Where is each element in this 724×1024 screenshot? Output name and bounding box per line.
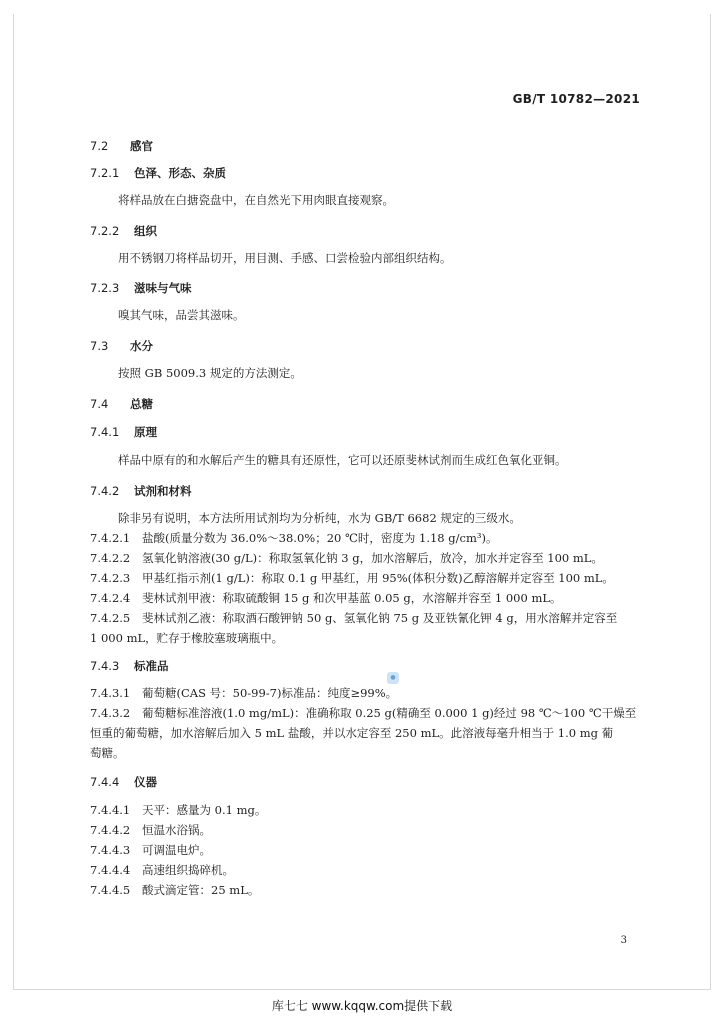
list-item-7-4-4-2: 7.4.4.2 恒温水浴锅。 [90,823,211,837]
heading-7-4-3: 7.4.3 标准品 [90,659,169,673]
list-item-7-4-3-2: 7.4.3.2 葡萄糖标准溶液(1.0 mg/mL)：准确称取 0.25 g(精确至 0.000 1 g)经过 98 ℃～100 ℃干燥至 [90,706,637,720]
list-item-7-4-2-3: 7.4.2.3 甲基红指示剂(1 g/L)：称取 0.1 g 甲基红，用 95%(体积分数)乙醇溶解并定容至 100 mL。 [90,571,614,585]
paragraph-7-3: 按照 GB 5009.3 规定的方法测定。 [118,366,302,380]
heading-7-3: 7.3 水分 [90,339,153,353]
paragraph-7-2-2: 用不锈钢刀将样品切开，用目测、手感、口尝检验内部组织结构。 [118,251,452,265]
download-footer: 库七七 www.kqqw.com提供下载 [271,999,453,1013]
heading-7-4-4: 7.4.4 仪器 [90,775,157,789]
list-item-7-4-2-5: 7.4.2.5 斐林试剂乙液：称取酒石酸钾钠 50 g、氢氧化钠 75 g 及亚铁氰化钾 4 g，用水溶解并定容至 [90,611,618,625]
paragraph-7-4-2-intro: 除非另有说明，本方法所用试剂均为分析纯，水为 GB/T 6682 规定的三级水。 [118,511,521,525]
list-item-7-4-4-1: 7.4.4.1 天平：感量为 0.1 mg。 [90,803,267,817]
heading-7-2-1: 7.2.1 色泽、形态、杂质 [90,166,226,180]
heading-7-2-3: 7.2.3 滋味与气味 [90,281,192,295]
list-item-7-4-3-1: 7.4.3.1 葡萄糖(CAS 号：50-99-7)标准品：纯度≥99%。 [90,686,398,700]
list-item-7-4-4-5: 7.4.4.5 酸式滴定管：25 mL。 [90,883,260,897]
heading-7-4-2: 7.4.2 试剂和材料 [90,484,192,498]
paragraph-7-2-3: 嗅其气味，品尝其滋味。 [118,308,245,322]
watermark-icon: ● [387,672,399,684]
list-item-7-4-4-4: 7.4.4.4 高速组织捣碎机。 [90,863,234,877]
heading-7-2: 7.2 感官 [90,139,153,153]
list-item-7-4-4-3: 7.4.4.3 可调温电炉。 [90,843,211,857]
list-item-7-4-2-5-continued: 1 000 mL，贮存于橡胶塞玻璃瓶中。 [90,631,284,645]
heading-7-2-2: 7.2.2 组织 [90,224,157,238]
paragraph-7-4-1: 样品中原有的和水解后产生的糖具有还原性，它可以还原斐林试剂而生成红色氧化亚铜。 [118,453,567,467]
standard-number: GB/T 10782—2021 [512,92,640,106]
list-item-7-4-2-2: 7.4.2.2 氢氧化钠溶液(30 g/L)：称取氢氧化钠 3 g，加水溶解后，放冷，加水并定容至 100 mL。 [90,551,603,565]
paragraph-7-2-1: 将样品放在白搪瓷盘中，在自然光下用肉眼直接观察。 [118,193,394,207]
heading-7-4: 7.4 总糖 [90,397,153,411]
heading-7-4-1: 7.4.1 原理 [90,425,157,439]
list-item-7-4-3-2-continued-2: 萄糖。 [90,746,125,760]
list-item-7-4-3-2-continued: 恒重的葡萄糖，加水溶解后加入 5 mL 盐酸，并以水定容至 250 mL。此溶液每毫升相当于 1.0 mg 葡 [90,726,614,740]
page-number: 3 [620,935,627,946]
list-item-7-4-2-4: 7.4.2.4 斐林试剂甲液：称取硫酸铜 15 g 和次甲基蓝 0.05 g，水溶解并容至 1 000 mL。 [90,591,562,605]
list-item-7-4-2-1: 7.4.2.1 盐酸(质量分数为 36.0%～38.0%；20 ℃时，密度为 1.18 g/cm³)。 [90,531,498,545]
